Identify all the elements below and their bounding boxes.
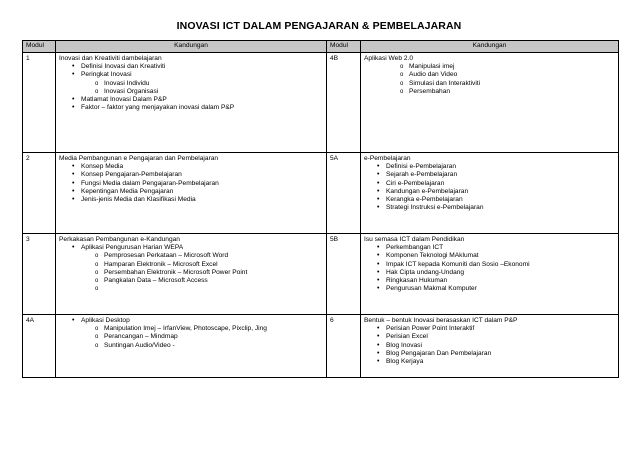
sub-bullet-item: o Manipulation Imej – IrfanView, Photoscape, Pixclip, Jing <box>59 325 323 333</box>
sub-bullet-item <box>59 285 323 293</box>
topic-list <box>364 63 615 96</box>
sub-bullet-item: o Persembahan <box>364 88 615 96</box>
table-row <box>23 53 619 153</box>
topic-heading: Isu semasa ICT dalam Pendidikan <box>364 236 465 243</box>
bullet-item: • Peringkat Inovasi <box>59 71 323 79</box>
bullet-item: • Impak ICT kepada Komuniti dan Sosio –Ekonomi <box>364 261 615 269</box>
header-modul-left: Modul <box>23 41 56 53</box>
bullet-item: • Ringkasan Hukuman <box>364 277 615 285</box>
kandungan-cell <box>361 315 619 378</box>
bullet-item: • Pengurusan Makmal Komputer <box>364 285 615 293</box>
bullet-item: • Blog Kerjaya <box>364 358 615 366</box>
bullet-item: • Jenis-jenis Media dan Klasifikasi Media <box>59 196 323 204</box>
modul-cell: 5A <box>327 153 361 234</box>
bullet-item: • Blog Inovasi <box>364 342 615 350</box>
bullet-item: • Matlamat Inovasi Dalam P&P <box>59 96 323 104</box>
bullet-item: • Aplikasi Pengurusan Harian WEPA <box>59 244 323 252</box>
sub-bullet-item: o Suntingan Audio/Video - <box>59 342 323 350</box>
bullet-item: • Perisian Excel <box>364 333 615 341</box>
kandungan-cell <box>56 234 327 315</box>
header-modul-right: Modul <box>327 41 361 53</box>
topic-heading: Perkakasan Pembangunan e-Kandungan <box>59 236 180 243</box>
bullet-item: • Ciri e-Pembelajaran <box>364 180 615 188</box>
table-row <box>23 234 619 315</box>
bullet-item: • Faktor – faktor yang menjayakan inovasi dalam P&P <box>59 104 323 112</box>
module-table <box>22 40 619 378</box>
header-kandungan-left: Kandungan <box>56 41 327 53</box>
topic-list <box>59 63 323 112</box>
bullet-item: • Komponen Teknologi MAklumat <box>364 252 615 260</box>
kandungan-cell <box>361 53 619 153</box>
modul-cell: 1 <box>23 53 56 153</box>
kandungan-cell <box>56 53 327 153</box>
kandungan-cell <box>361 153 619 234</box>
topic-heading: Media Pembangunan e Pengajaran dan Pembelajaran <box>59 155 219 162</box>
topic-heading: e-Pembelajaran <box>364 155 411 162</box>
sub-bullet-item: o Pemprosesan Perkataan – Microsoft Word <box>59 252 323 260</box>
bullet-item: • Aplikasi Desktop <box>59 317 323 325</box>
kandungan-cell <box>56 315 327 378</box>
bullet-item: • Kepentingan Media Pengajaran <box>59 188 323 196</box>
modul-cell: 4B <box>327 53 361 153</box>
table-row <box>23 153 619 234</box>
bullet-item: • Konsep Media <box>59 163 323 171</box>
sub-bullet-item: o Hamparan Elektronik – Microsoft Excel <box>59 261 323 269</box>
topic-heading: Inovasi dan Kreativiti dambelajaran <box>59 55 162 62</box>
topic-list <box>59 244 323 293</box>
topic-heading: Bentuk – bentuk Inovasi berasaskan ICT dalam P&P <box>364 317 518 324</box>
sub-bullet-item: o Perancangan – Mindmap <box>59 333 323 341</box>
kandungan-cell <box>56 153 327 234</box>
bullet-item: • Strategi Instruksi e-Pembelajaran <box>364 204 615 212</box>
bullet-item: • Perisian Power Point Interaktif <box>364 325 615 333</box>
topic-list <box>364 163 615 212</box>
bullet-item: • Blog Pengajaran Dan Pembelajaran <box>364 350 615 358</box>
kandungan-cell <box>361 234 619 315</box>
bullet-item: • Kerangka e-Pembelajaran <box>364 196 615 204</box>
bullet-item: • Hak Cipta undang-Undang <box>364 269 615 277</box>
header-kandungan-right: Kandungan <box>361 41 619 53</box>
modul-cell: 6 <box>327 315 361 378</box>
topic-heading: Aplikasi Web 2.0 <box>364 55 413 62</box>
bullet-item: • Perkembangan ICT <box>364 244 615 252</box>
bullet-item: • Definisi e-Pembelajaran <box>364 163 615 171</box>
sub-bullet-item: o Inovasi Individu <box>59 80 323 88</box>
bullet-item: • Kandungan e-Pembelajaran <box>364 188 615 196</box>
bullet-item: • Sejarah e-Pembelajaran <box>364 171 615 179</box>
modul-cell: 5B <box>327 234 361 315</box>
sub-bullet-item: o Audio dan Video <box>364 71 615 79</box>
sub-bullet-item: o Persembahan Elektronik – Microsoft Power Point <box>59 269 323 277</box>
bullet-item: • Fungsi Media dalam Pengajaran-Pembelajaran <box>59 180 323 188</box>
sub-bullet-item: o Simulasi dan Interaktiviti <box>364 80 615 88</box>
sub-bullet-item: o Inovasi Organisasi <box>59 88 323 96</box>
table-row <box>23 315 619 378</box>
modul-cell: 4A <box>23 315 56 378</box>
document-title: INOVASI ICT DALAM PENGAJARAN & PEMBELAJARAN <box>176 20 462 32</box>
sub-bullet-item: o Pangkalan Data – Microsoft Access <box>59 277 323 285</box>
bullet-item: • Definisi Inovasi dan Kreativiti <box>59 63 323 71</box>
sub-bullet-item: o Manipulasi imej <box>364 63 615 71</box>
topic-list <box>59 163 323 204</box>
modul-cell: 2 <box>23 153 56 234</box>
modul-cell: 3 <box>23 234 56 315</box>
topic-list <box>364 244 615 293</box>
topic-list <box>364 325 615 366</box>
table-header-row <box>23 41 619 53</box>
topic-list <box>59 317 323 350</box>
bullet-item: • Konsep Pengajaran-Pembelajaran <box>59 171 323 179</box>
